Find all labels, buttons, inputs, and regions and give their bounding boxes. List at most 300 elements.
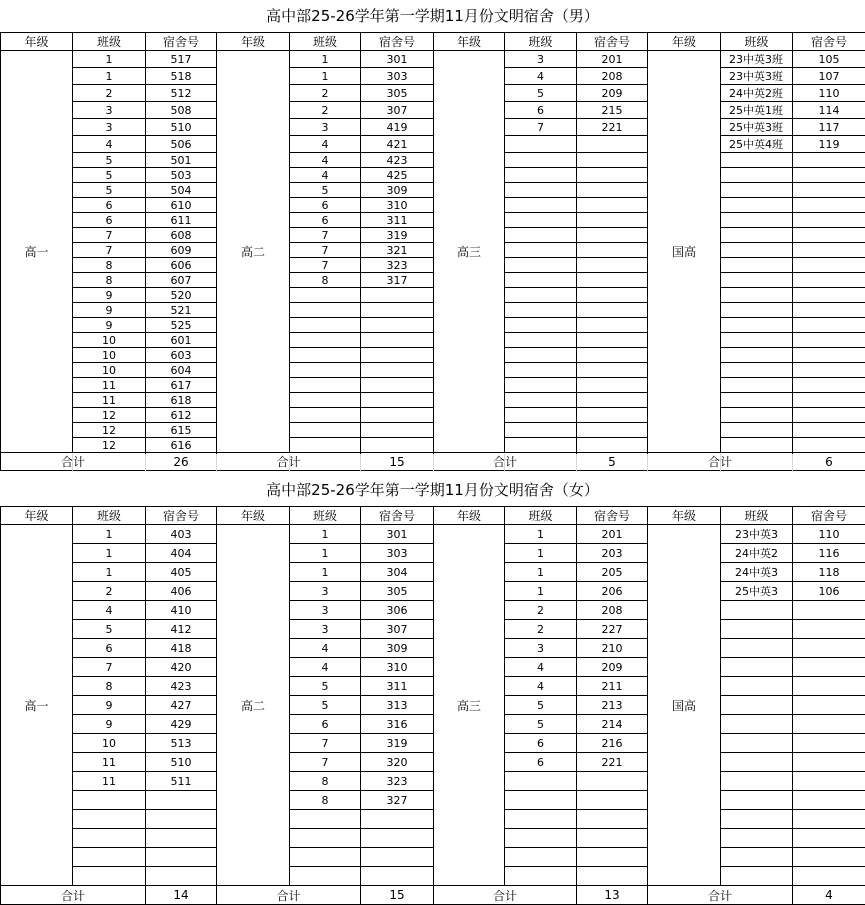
class-cell [505,867,577,886]
table-row [1,772,865,791]
dorm-cell [577,348,648,363]
class-cell [505,363,577,378]
class-cell [505,183,577,198]
table-row [1,734,865,753]
dorm-cell [793,363,865,378]
dorm-cell: 604 [146,363,217,378]
total-value: 15 [361,453,434,471]
class-cell: 11 [73,753,146,772]
dorm-cell: 617 [146,378,217,393]
class-cell [721,848,793,867]
dorm-cell: 609 [146,243,217,258]
class-cell: 7 [73,228,146,243]
class-cell: 24中英2 [721,544,793,563]
dorm-cell: 317 [361,273,434,288]
dorm-cell [793,228,865,243]
dorm-cell: 310 [361,198,434,213]
class-cell [290,829,361,848]
dorm-cell [793,318,865,333]
dorm-cell: 201 [577,51,648,68]
class-cell: 5 [73,153,146,168]
dorm-cell: 309 [361,183,434,198]
dorm-cell: 303 [361,68,434,85]
class-cell: 1 [290,51,361,68]
class-cell [721,213,793,228]
dorm-cell [361,378,434,393]
dorm-cell [793,677,865,696]
dorm-cell [793,620,865,639]
dorm-cell [793,198,865,213]
dorm-cell [577,153,648,168]
class-cell: 1 [505,525,577,544]
class-cell: 6 [505,102,577,119]
dorm-cell [577,243,648,258]
header-grade: 年级 [434,507,505,525]
class-cell: 23中英3 [721,525,793,544]
class-cell [290,303,361,318]
class-cell: 3 [290,119,361,136]
dorm-cell: 518 [146,68,217,85]
class-cell [505,198,577,213]
header-grade: 年级 [217,507,290,525]
dorm-cell: 521 [146,303,217,318]
class-cell [721,408,793,423]
dorm-cell: 404 [146,544,217,563]
class-cell: 7 [73,243,146,258]
table-row [1,243,865,258]
dorm-cell: 323 [361,258,434,273]
dorm-cell [361,438,434,453]
class-cell: 4 [290,168,361,183]
class-cell: 2 [505,620,577,639]
dorm-cell: 412 [146,620,217,639]
header-grade: 年级 [217,33,290,51]
header-class: 班级 [73,507,146,525]
dorm-cell [146,810,217,829]
total-label: 合计 [648,453,793,471]
dorm-cell [577,136,648,153]
class-cell [721,639,793,658]
class-cell [505,810,577,829]
dorm-cell: 323 [361,772,434,791]
class-cell [505,772,577,791]
class-cell [505,408,577,423]
table-row [1,136,865,153]
class-cell [505,348,577,363]
dorm-cell: 211 [577,677,648,696]
class-cell: 8 [290,772,361,791]
class-cell [505,393,577,408]
dorm-cell: 616 [146,438,217,453]
female-dorm-table [0,506,865,905]
table-row [1,525,865,544]
dorm-cell: 320 [361,753,434,772]
class-cell: 6 [73,198,146,213]
header-class: 班级 [290,507,361,525]
grade-cell: 高二 [217,525,290,886]
table-row [1,183,865,198]
class-cell [290,318,361,333]
dorm-cell [577,288,648,303]
dorm-cell [361,363,434,378]
total-label: 合计 [217,453,361,471]
header-class: 班级 [721,33,793,51]
class-cell [290,348,361,363]
class-cell: 8 [73,273,146,288]
dorm-cell [361,333,434,348]
dorm-cell [793,715,865,734]
dorm-cell [577,848,648,867]
dorm-cell: 114 [793,102,865,119]
class-cell: 7 [73,658,146,677]
class-cell [73,848,146,867]
dorm-cell: 327 [361,791,434,810]
dorm-cell: 119 [793,136,865,153]
dorm-cell: 429 [146,715,217,734]
dorm-cell [577,438,648,453]
class-cell: 6 [73,639,146,658]
dorm-cell [361,348,434,363]
class-cell: 2 [505,601,577,620]
header-grade: 年级 [1,33,73,51]
dorm-cell: 420 [146,658,217,677]
dorm-cell: 110 [793,85,865,102]
dorm-cell [793,810,865,829]
dorm-cell [361,810,434,829]
dorm-cell: 508 [146,102,217,119]
total-label: 合计 [217,886,361,905]
dorm-cell [146,867,217,886]
header-dorm: 宿舍号 [793,507,865,525]
class-cell [505,153,577,168]
class-cell: 4 [290,136,361,153]
table-row [1,601,865,620]
dorm-cell: 307 [361,102,434,119]
table-row [1,85,865,102]
total-label: 合计 [1,453,146,471]
header-class: 班级 [505,33,577,51]
table-row [1,658,865,677]
class-cell [721,829,793,848]
male-dorm-table [0,32,865,471]
header-grade: 年级 [648,33,721,51]
dorm-cell: 311 [361,677,434,696]
dorm-cell: 421 [361,136,434,153]
total-value: 26 [146,453,217,471]
dorm-cell: 305 [361,582,434,601]
dorm-cell [146,791,217,810]
dorm-cell: 517 [146,51,217,68]
class-cell: 1 [505,563,577,582]
class-cell: 25中英3 [721,582,793,601]
grade-cell: 国高 [648,51,721,453]
total-value: 5 [577,453,648,471]
dorm-cell [577,810,648,829]
class-cell [73,867,146,886]
class-cell [721,438,793,453]
class-cell [505,378,577,393]
table-row [1,408,865,423]
class-cell: 11 [73,772,146,791]
dorm-cell: 513 [146,734,217,753]
class-cell: 3 [290,601,361,620]
class-cell [505,333,577,348]
class-cell: 7 [290,228,361,243]
total-value: 4 [793,886,865,905]
table-row [1,753,865,772]
total-row [1,886,865,905]
class-cell: 3 [505,639,577,658]
class-cell [721,772,793,791]
class-cell [721,867,793,886]
dorm-cell: 221 [577,753,648,772]
dorm-cell: 206 [577,582,648,601]
dorm-cell: 503 [146,168,217,183]
dorm-cell: 525 [146,318,217,333]
dorm-cell: 611 [146,213,217,228]
class-cell [505,318,577,333]
class-cell [721,168,793,183]
class-cell [721,393,793,408]
class-cell [721,734,793,753]
table-row [1,423,865,438]
class-cell [290,393,361,408]
class-cell [721,378,793,393]
class-cell: 3 [290,620,361,639]
class-cell: 11 [73,378,146,393]
dorm-cell: 406 [146,582,217,601]
table-row [1,393,865,408]
class-cell [505,258,577,273]
table-row [1,620,865,639]
total-value: 6 [793,453,865,471]
table-row [1,348,865,363]
dorm-cell: 208 [577,68,648,85]
total-value: 14 [146,886,217,905]
dorm-cell [361,288,434,303]
class-cell: 5 [73,168,146,183]
dorm-cell: 118 [793,563,865,582]
dorm-cell: 403 [146,525,217,544]
dorm-cell [361,393,434,408]
class-cell [721,228,793,243]
header-dorm: 宿舍号 [146,507,217,525]
dorm-cell: 306 [361,601,434,620]
class-cell: 3 [73,119,146,136]
header-dorm: 宿舍号 [577,33,648,51]
dorm-cell: 510 [146,119,217,136]
class-cell [73,791,146,810]
dorm-cell [793,333,865,348]
dorm-cell [793,378,865,393]
class-cell [290,423,361,438]
table-row [1,51,865,68]
class-cell: 12 [73,438,146,453]
class-cell: 10 [73,363,146,378]
table-row [1,318,865,333]
class-cell: 2 [73,85,146,102]
dorm-cell: 209 [577,85,648,102]
class-cell: 10 [73,348,146,363]
dorm-cell: 418 [146,639,217,658]
dorm-cell: 208 [577,601,648,620]
class-cell: 9 [73,715,146,734]
class-cell [721,243,793,258]
class-cell: 2 [290,85,361,102]
female-table-title: 高中部25-26学年第一学期11月份文明宿舍（女） [266,481,599,499]
dorm-cell: 427 [146,696,217,715]
dorm-cell: 209 [577,658,648,677]
class-cell: 25中英1班 [721,102,793,119]
class-cell: 7 [290,243,361,258]
dorm-cell [793,601,865,620]
table-row [1,696,865,715]
dorm-cell [793,639,865,658]
header-dorm: 宿舍号 [793,33,865,51]
dorm-cell [577,273,648,288]
dorm-cell [793,408,865,423]
dorm-cell [361,408,434,423]
table-row [1,677,865,696]
class-cell: 6 [505,734,577,753]
dorm-cell [577,829,648,848]
class-cell: 24中英2班 [721,85,793,102]
table-row [1,639,865,658]
class-cell: 7 [290,734,361,753]
class-cell: 2 [290,102,361,119]
class-cell: 9 [73,696,146,715]
dorm-cell [793,168,865,183]
class-cell: 10 [73,734,146,753]
dorm-cell [793,183,865,198]
dorm-cell [793,273,865,288]
header-grade: 年级 [1,507,73,525]
header-row [1,507,865,525]
grade-cell: 高三 [434,51,505,453]
class-cell: 6 [290,213,361,228]
table-row [1,258,865,273]
class-cell: 23中英3班 [721,51,793,68]
table-row [1,829,865,848]
header-class: 班级 [505,507,577,525]
dorm-cell: 301 [361,51,434,68]
dorm-cell [577,258,648,273]
dorm-cell: 107 [793,68,865,85]
table-row [1,848,865,867]
class-cell: 5 [290,677,361,696]
class-cell [505,423,577,438]
class-cell [721,677,793,696]
class-cell: 4 [505,677,577,696]
class-cell [721,198,793,213]
grade-cell: 高一 [1,51,73,453]
header-row [1,33,865,51]
class-cell: 1 [290,544,361,563]
dorm-cell [793,658,865,677]
table-row [1,810,865,829]
dorm-cell [577,791,648,810]
class-cell [505,829,577,848]
class-cell: 4 [73,601,146,620]
dorm-cell [793,867,865,886]
class-cell: 4 [290,639,361,658]
class-cell [721,273,793,288]
class-cell [721,153,793,168]
table-row [1,867,865,886]
class-cell [505,848,577,867]
dorm-cell: 504 [146,183,217,198]
dorm-cell: 301 [361,525,434,544]
dorm-cell [577,168,648,183]
table-row [1,378,865,393]
dorm-cell: 106 [793,582,865,601]
table-row [1,288,865,303]
class-cell [721,810,793,829]
class-cell: 1 [73,544,146,563]
dorm-cell [793,753,865,772]
total-label: 合计 [434,886,577,905]
dorm-cell [793,243,865,258]
header-class: 班级 [290,33,361,51]
table-row [1,363,865,378]
dorm-cell: 615 [146,423,217,438]
class-cell [721,303,793,318]
dorm-cell: 506 [146,136,217,153]
class-cell: 3 [505,51,577,68]
dorm-cell: 512 [146,85,217,102]
class-cell [505,168,577,183]
table-row [1,198,865,213]
dorm-cell [361,829,434,848]
dorm-cell: 227 [577,620,648,639]
class-cell: 10 [73,333,146,348]
dorm-cell: 618 [146,393,217,408]
table-row [1,563,865,582]
dorm-cell [361,423,434,438]
class-cell [721,183,793,198]
dorm-cell: 410 [146,601,217,620]
class-cell [290,867,361,886]
header-dorm: 宿舍号 [361,507,434,525]
dorm-cell [361,318,434,333]
dorm-cell [793,772,865,791]
table-row [1,333,865,348]
class-cell: 7 [290,753,361,772]
header-dorm: 宿舍号 [361,33,434,51]
class-cell: 5 [505,85,577,102]
class-cell: 3 [290,582,361,601]
class-cell: 5 [290,696,361,715]
class-cell: 12 [73,408,146,423]
total-value: 13 [577,886,648,905]
dorm-cell: 116 [793,544,865,563]
class-cell [721,715,793,734]
class-cell [505,791,577,810]
class-cell [505,303,577,318]
dorm-cell [793,423,865,438]
class-cell [505,438,577,453]
grade-cell: 国高 [648,525,721,886]
dorm-cell: 423 [361,153,434,168]
header-class: 班级 [73,33,146,51]
class-cell: 5 [505,715,577,734]
class-cell [721,258,793,273]
dorm-cell: 425 [361,168,434,183]
dorm-cell: 316 [361,715,434,734]
class-cell [721,423,793,438]
dorm-cell: 607 [146,273,217,288]
table-row [1,153,865,168]
